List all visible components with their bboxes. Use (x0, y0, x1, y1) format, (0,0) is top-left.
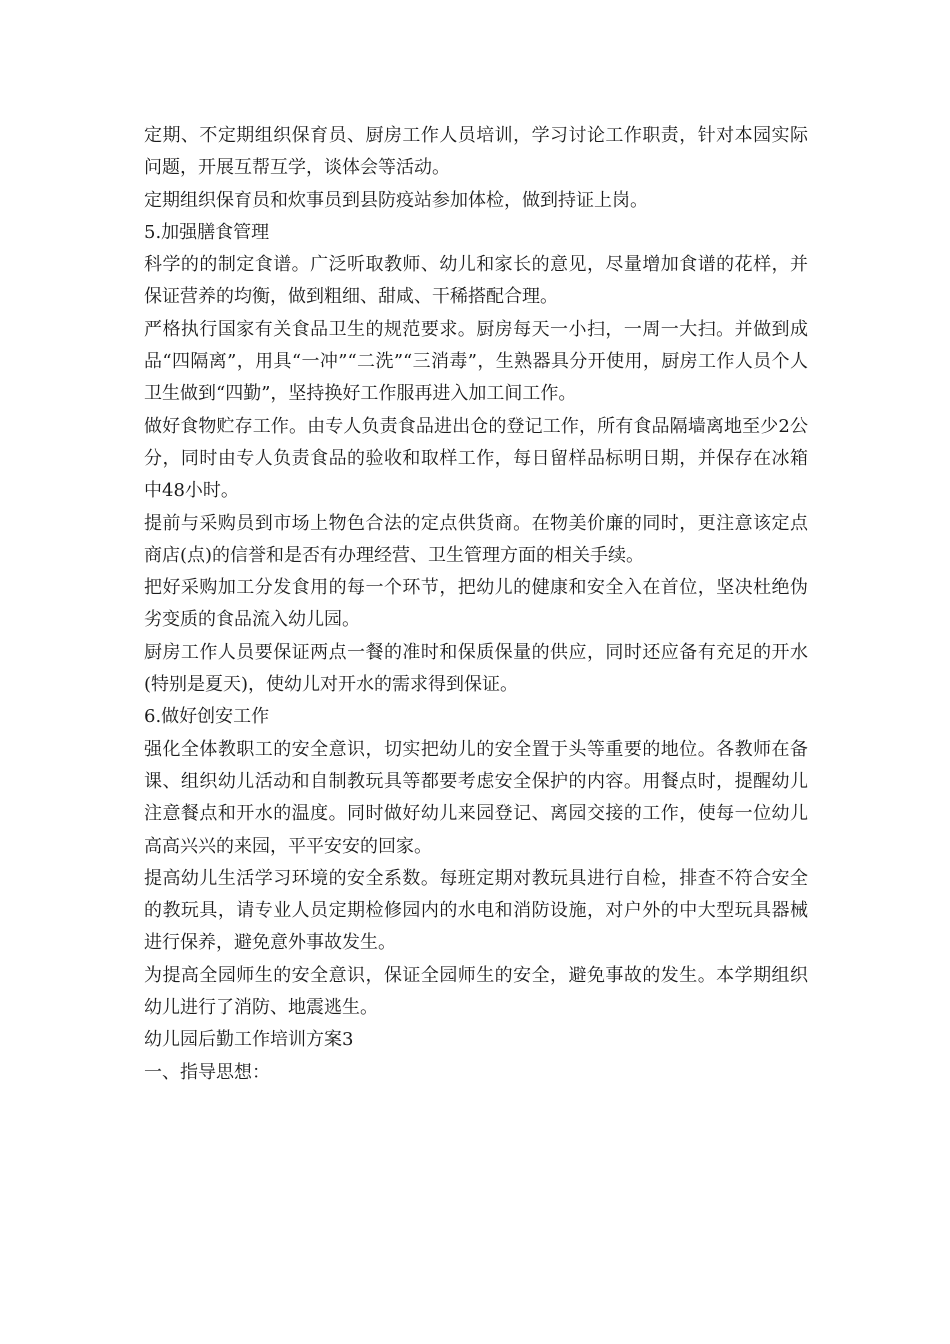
section-heading-safety: 6.做好创安工作 (144, 706, 270, 728)
paragraph-purchase-process: 把好采购加工分发食用的每一个环节，把幼儿的健康和安全入在首位，坚决杜绝伪劣变质的食品流入幼儿园。 (144, 577, 808, 631)
section-heading-diet-management: 5.加强膳食管理 (144, 221, 270, 243)
section-heading-guiding-ideology: 一、指导思想： (144, 1061, 270, 1083)
paragraph-food-hygiene: 严格执行国家有关食品卫生的规范要求。厨房每天一小扫，一周一大扫。并做到成品“四隔离”，用具“一冲”“二洗”“三消毒”，生熟器具分开使用，厨房工作人员个人卫生做到“四勤”，坚持换好工作服再进入加工间工作。 (144, 318, 808, 405)
paragraph-environment-safety: 提高幼儿生活学习环境的安全系数。每班定期对教玩具进行自检，排查不符合安全的教玩具，请专业人员定期检修园内的水电和消防设施，对户外的中大型玩具器械进行保养，避免意外事故发生。 (144, 867, 808, 954)
paragraph-staff-training: 定期、不定期组织保育员、厨房工作人员培训，学习讨论工作职责，针对本园实际问题，开展互帮互学，谈体会等活动。 (144, 125, 808, 179)
paragraph-food-storage: 做好食物贮存工作。由专人负责食品进出仓的登记工作，所有食品隔墙离地至少2公分，同时由专人负责食品的验收和取样工作，每日留样品标明日期，并保存在冰箱中48小时。 (144, 415, 808, 502)
document-subtitle: 幼儿园后勤工作培训方案3 (144, 1029, 354, 1051)
paragraph-health-check: 定期组织保育员和炊事员到县防疫站参加体检，做到持证上岗。 (144, 189, 648, 211)
paragraph-kitchen-supply: 厨房工作人员要保证两点一餐的准时和保质保量的供应，同时还应备有充足的开水(特别是夏天)，使幼儿对开水的需求得到保证。 (144, 641, 808, 696)
paragraph-supplier: 提前与采购员到市场上物色合法的定点供货商。在物美价廉的同时，更注意该定点商店(点)的信誉和是否有办理经营、卫生管理方面的相关手续。 (144, 512, 808, 566)
paragraph-recipe: 科学的的制定食谱。广泛听取教师、幼儿和家长的意见，尽量增加食谱的花样，并保证营养的均衡，做到粗细、甜咸、干稀搭配合理。 (144, 254, 808, 308)
paragraph-drills: 为提高全园师生的安全意识，保证全园师生的安全，避免事故的发生。本学期组织幼儿进行了消防、地震逃生。 (144, 964, 808, 1019)
document-page (144, 120, 808, 1089)
paragraph-safety-awareness: 强化全体教职工的安全意识，切实把幼儿的安全置于头等重要的地位。各教师在备课、组织幼儿活动和自制教玩具等都要考虑安全保护的内容。用餐点时，提醒幼儿注意餐点和开水的温度。同时做好幼儿来园登记、离园交接的工作，使每一位幼儿高高兴兴的来园，平平安安的回家。 (144, 738, 808, 857)
